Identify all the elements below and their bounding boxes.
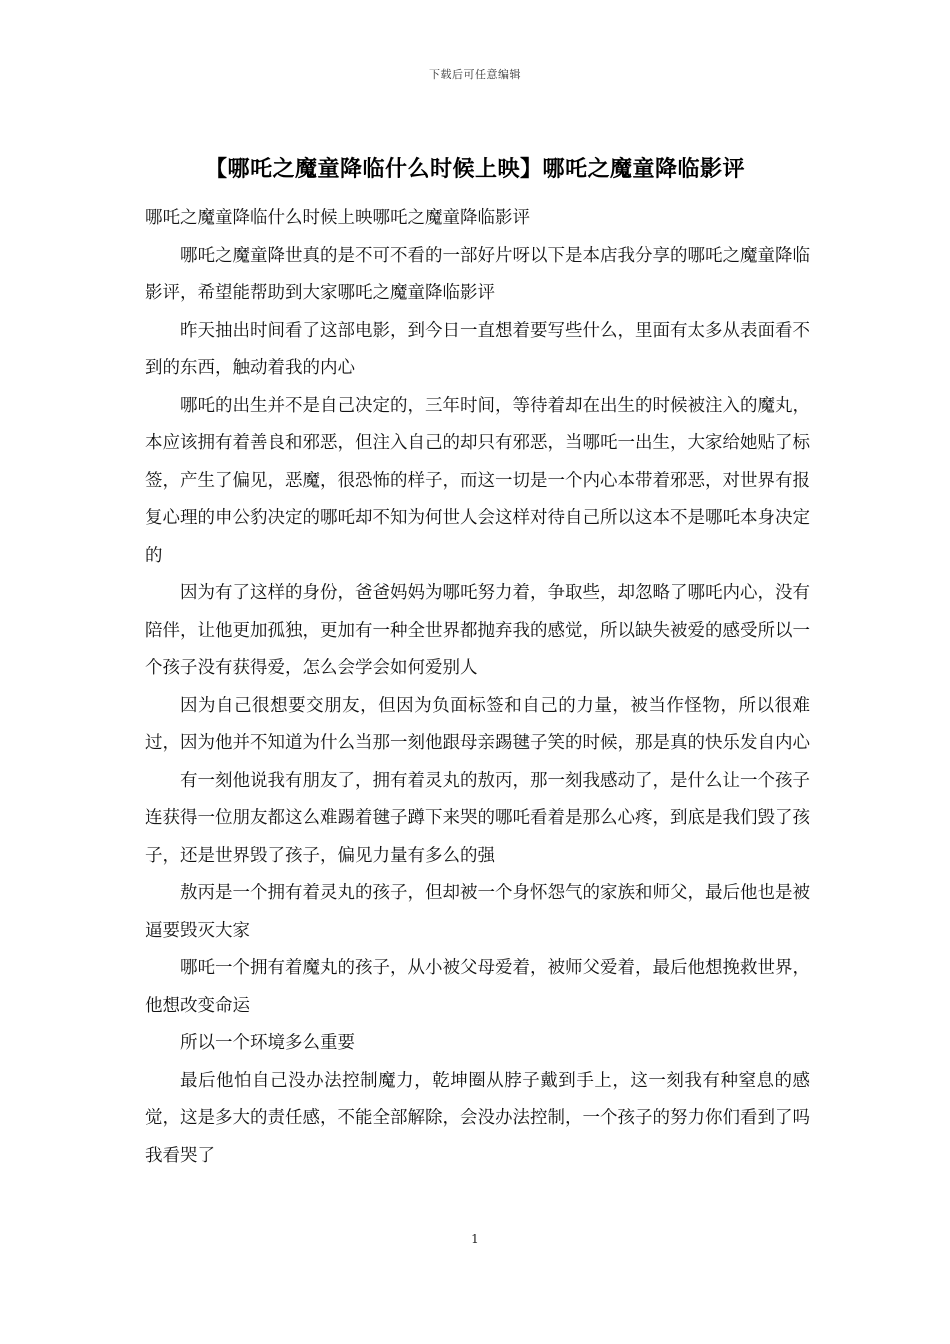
paragraph: 有一刻他说我有朋友了，拥有着灵丸的敖丙，那一刻我感动了，是什么让一个孩子连获得一位朋友都这么难踢着毽子蹲下来哭的哪吒看着是那么心疼，到底是我们毁了孩子，还是世界毁了孩子，偏见力量有多么的强 [145, 770, 810, 866]
header-note: 下载后可任意编辑 [429, 68, 521, 81]
paragraph: 哪吒的出生并不是自己决定的，三年时间，等待着却在出生的时候被注入的魔丸，本应该拥有着善良和邪恶，但注入自己的却只有邪恶，当哪吒一出生，大家给她贴了标签，产生了偏见，恶魔，很恐怖的样子，而这一切是一个内心本带着邪恶，对世界有报复心理的申公豹决定的哪吒却不知为何世人会这样对待自己所以这本不是哪吒本身决定的 [145, 395, 810, 566]
paragraph: 所以一个环境多么重要 [180, 1033, 355, 1053]
paragraph: 哪吒一个拥有着魔丸的孩子，从小被父母爱着，被师父爱着，最后他想挽救世界，他想改变命运 [145, 958, 810, 1016]
document-title: 【哪吒之魔童降临什么时候上映】哪吒之魔童降临影评 [204, 156, 745, 182]
document-subtitle: 哪吒之魔童降临什么时候上映哪吒之魔童降临影评 [145, 208, 530, 228]
paragraph: 因为有了这样的身份，爸爸妈妈为哪吒努力着，争取些，却忽略了哪吒内心，没有陪伴，让他更加孤独，更加有一种全世界都抛弃我的感觉，所以缺失被爱的感受所以一个孩子没有获得爱，怎么会学会如何爱别人 [145, 583, 810, 678]
paragraph: 敖丙是一个拥有着灵丸的孩子，但却被一个身怀怨气的家族和师父，最后他也是被逼要毁灭大家 [145, 883, 810, 941]
page-number: 1 [471, 1232, 479, 1246]
paragraph: 因为自己很想要交朋友，但因为负面标签和自己的力量，被当作怪物，所以很难过，因为他并不知道为什么当那一刻他跟母亲踢毽子笑的时候，那是真的快乐发自内心 [145, 695, 810, 753]
paragraph: 昨天抽出时间看了这部电影，到今日一直想着要写些什么，里面有太多从表面看不到的东西，触动着我的内心 [145, 320, 810, 378]
paragraph: 哪吒之魔童降世真的是不可不看的一部好片呀以下是本店我分享的哪吒之魔童降临影评，希望能帮助到大家哪吒之魔童降临影评 [145, 245, 810, 303]
document-body [145, 200, 810, 1175]
paragraph: 最后他怕自己没办法控制魔力，乾坤圈从脖子戴到手上，这一刻我有种窒息的感觉，这是多大的责任感，不能全部解除，会没办法控制，一个孩子的努力你们看到了吗我看哭了 [145, 1070, 810, 1166]
